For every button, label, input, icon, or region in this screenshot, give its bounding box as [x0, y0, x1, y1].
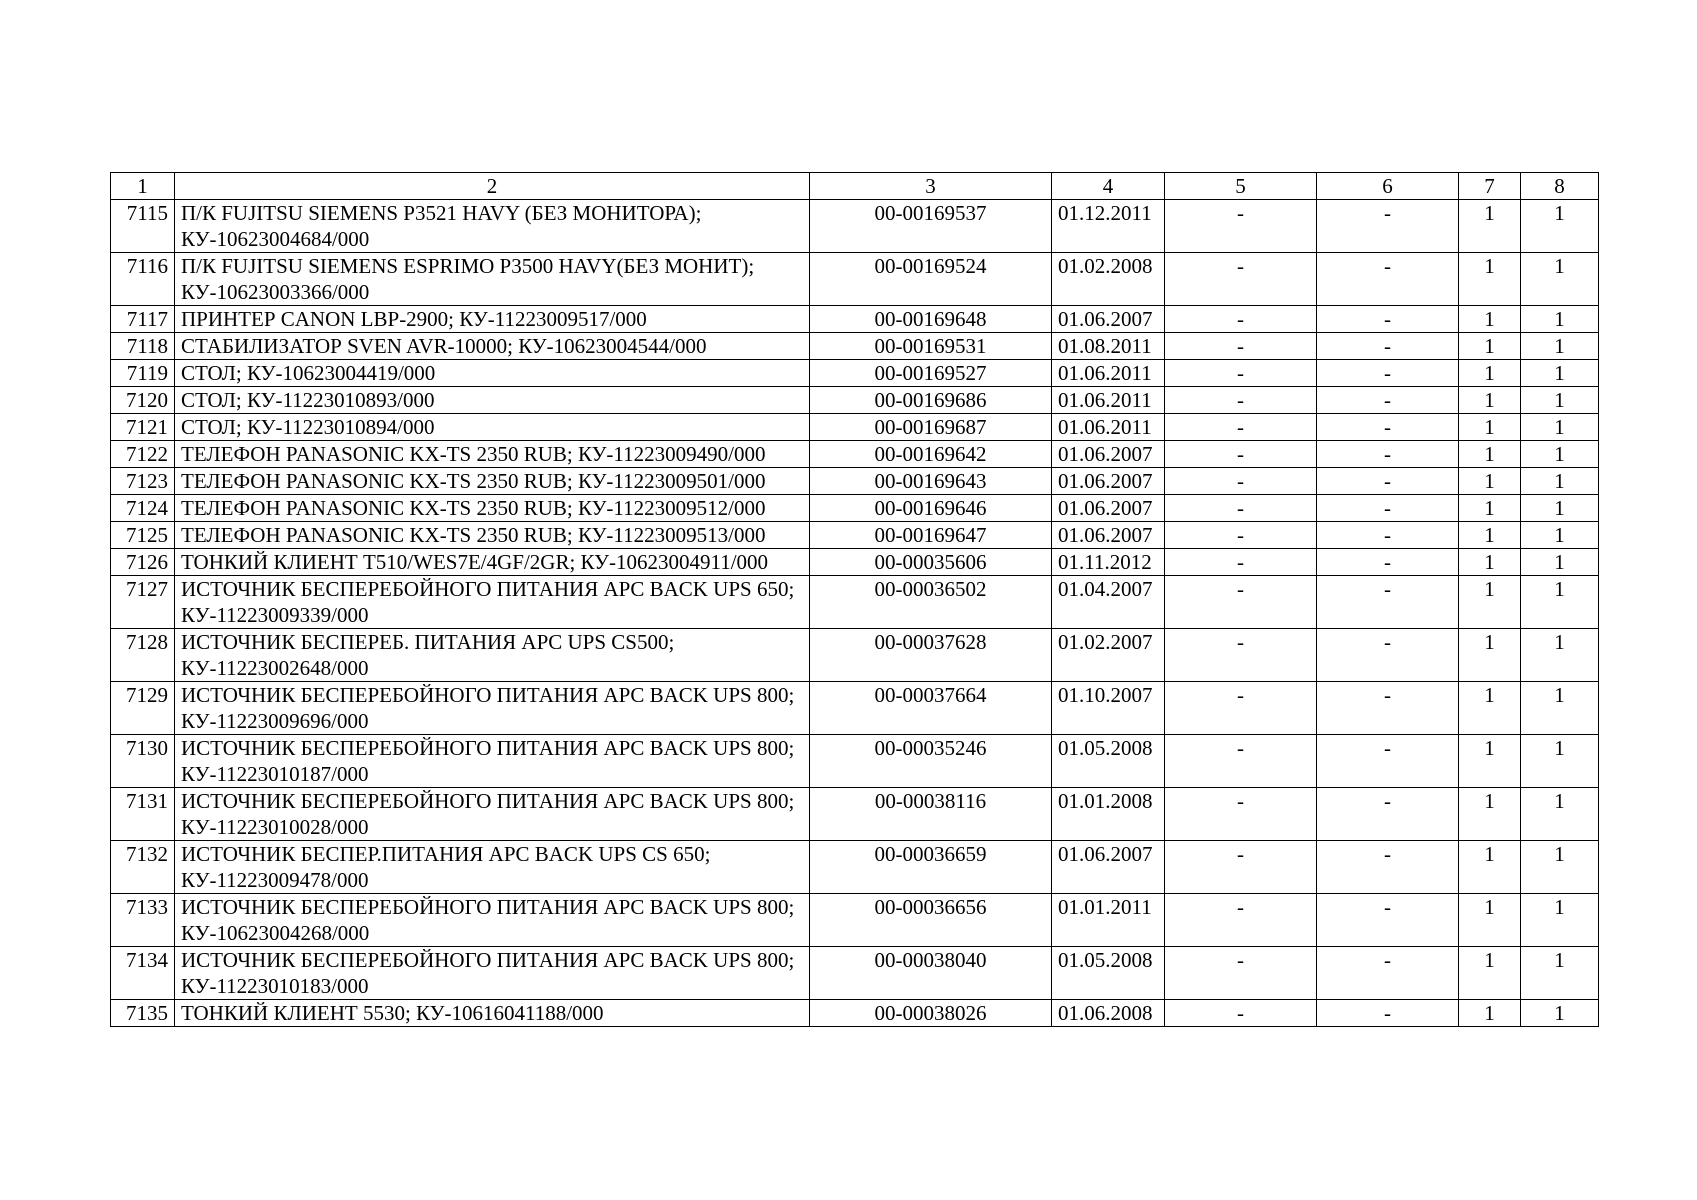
item-name: СТАБИЛИЗАТОР SVEN AVR-10000; КУ-10623004544/000	[175, 333, 810, 360]
inventory-code: 00-00169527	[810, 360, 1052, 387]
row-number: 7129	[111, 682, 175, 735]
row-number: 7135	[111, 1000, 175, 1027]
col-header-8: 8	[1521, 173, 1599, 200]
col-8-value: 1	[1521, 735, 1599, 788]
col-6-value: -	[1317, 306, 1459, 333]
date: 01.10.2007	[1052, 682, 1165, 735]
inventory-code: 00-00038040	[810, 947, 1052, 1000]
date: 01.06.2008	[1052, 1000, 1165, 1027]
col-header-6: 6	[1317, 173, 1459, 200]
item-name: ИСТОЧНИК БЕСПЕРЕБОЙНОГО ПИТАНИЯ APC BACK UPS 650; КУ-11223009339/000	[175, 576, 810, 629]
col-8-value: 1	[1521, 468, 1599, 495]
item-name: ИСТОЧНИК БЕСПЕРЕБ. ПИТАНИЯ APC UPS CS500; КУ-11223002648/000	[175, 629, 810, 682]
col-8-value: 1	[1521, 441, 1599, 468]
inventory-code: 00-00036659	[810, 841, 1052, 894]
table-row	[111, 629, 1599, 682]
row-number: 7121	[111, 414, 175, 441]
item-name: ИСТОЧНИК БЕСПЕРЕБОЙНОГО ПИТАНИЯ APC BACK UPS 800; КУ-11223010028/000	[175, 788, 810, 841]
inventory-code: 00-00035606	[810, 549, 1052, 576]
col-5-value: -	[1165, 200, 1317, 253]
item-name: ТЕЛЕФОН PANASONIC KX-TS 2350 RUB; КУ-11223009501/000	[175, 468, 810, 495]
col-8-value: 1	[1521, 414, 1599, 441]
col-5-value: -	[1165, 629, 1317, 682]
col-5-value: -	[1165, 414, 1317, 441]
col-7-value: 1	[1459, 414, 1521, 441]
date: 01.06.2007	[1052, 468, 1165, 495]
date: 01.05.2008	[1052, 947, 1165, 1000]
date: 01.06.2007	[1052, 306, 1165, 333]
date: 01.06.2011	[1052, 360, 1165, 387]
col-7-value: 1	[1459, 333, 1521, 360]
item-name: ИСТОЧНИК БЕСПЕР.ПИТАНИЯ APC BACK UPS CS 650; КУ-11223009478/000	[175, 841, 810, 894]
col-8-value: 1	[1521, 200, 1599, 253]
inventory-code: 00-00169537	[810, 200, 1052, 253]
row-number: 7117	[111, 306, 175, 333]
col-5-value: -	[1165, 387, 1317, 414]
col-8-value: 1	[1521, 333, 1599, 360]
col-header-3: 3	[810, 173, 1052, 200]
item-name: СТОЛ; КУ-11223010893/000	[175, 387, 810, 414]
inventory-table	[110, 172, 1599, 1027]
date: 01.04.2007	[1052, 576, 1165, 629]
table-row	[111, 522, 1599, 549]
col-8-value: 1	[1521, 1000, 1599, 1027]
col-8-value: 1	[1521, 522, 1599, 549]
row-number: 7134	[111, 947, 175, 1000]
table-row	[111, 682, 1599, 735]
inventory-code: 00-00037664	[810, 682, 1052, 735]
col-6-value: -	[1317, 360, 1459, 387]
item-name: ТОНКИЙ КЛИЕНТ T510/WES7E/4GF/2GR; КУ-10623004911/000	[175, 549, 810, 576]
col-6-value: -	[1317, 441, 1459, 468]
date: 01.01.2011	[1052, 894, 1165, 947]
col-7-value: 1	[1459, 495, 1521, 522]
col-6-value: -	[1317, 414, 1459, 441]
col-7-value: 1	[1459, 387, 1521, 414]
inventory-code: 00-00169642	[810, 441, 1052, 468]
row-number: 7118	[111, 333, 175, 360]
item-name: ИСТОЧНИК БЕСПЕРЕБОЙНОГО ПИТАНИЯ APC BACK UPS 800; КУ-11223009696/000	[175, 682, 810, 735]
col-7-value: 1	[1459, 1000, 1521, 1027]
table-row	[111, 495, 1599, 522]
table-row	[111, 735, 1599, 788]
inventory-code: 00-00036502	[810, 576, 1052, 629]
col-5-value: -	[1165, 682, 1317, 735]
inventory-code: 00-00169524	[810, 253, 1052, 306]
inventory-code: 00-00038116	[810, 788, 1052, 841]
col-6-value: -	[1317, 387, 1459, 414]
date: 01.01.2008	[1052, 788, 1165, 841]
inventory-code: 00-00169643	[810, 468, 1052, 495]
col-5-value: -	[1165, 576, 1317, 629]
table-row	[111, 576, 1599, 629]
col-8-value: 1	[1521, 576, 1599, 629]
date: 01.08.2011	[1052, 333, 1165, 360]
inventory-code: 00-00037628	[810, 629, 1052, 682]
col-7-value: 1	[1459, 549, 1521, 576]
col-5-value: -	[1165, 360, 1317, 387]
item-name: ИСТОЧНИК БЕСПЕРЕБОЙНОГО ПИТАНИЯ APC BACK UPS 800; КУ-10623004268/000	[175, 894, 810, 947]
col-5-value: -	[1165, 947, 1317, 1000]
item-name: ТЕЛЕФОН PANASONIC KX-TS 2350 RUB; КУ-11223009513/000	[175, 522, 810, 549]
item-name: СТОЛ; КУ-11223010894/000	[175, 414, 810, 441]
item-name: П/К FUJITSU SIEMENS P3521 HAVY (БЕЗ МОНИТОРА); КУ-10623004684/000	[175, 200, 810, 253]
col-7-value: 1	[1459, 360, 1521, 387]
item-name: ТОНКИЙ КЛИЕНТ 5530; КУ-10616041188/000	[175, 1000, 810, 1027]
col-5-value: -	[1165, 441, 1317, 468]
row-number: 7124	[111, 495, 175, 522]
row-number: 7130	[111, 735, 175, 788]
date: 01.06.2007	[1052, 522, 1165, 549]
item-name: ПРИНТЕР CANON LBP-2900; КУ-11223009517/000	[175, 306, 810, 333]
header-row	[111, 173, 1599, 200]
col-8-value: 1	[1521, 306, 1599, 333]
row-number: 7132	[111, 841, 175, 894]
inventory-code: 00-00169686	[810, 387, 1052, 414]
col-7-value: 1	[1459, 200, 1521, 253]
col-7-value: 1	[1459, 788, 1521, 841]
date: 01.05.2008	[1052, 735, 1165, 788]
col-5-value: -	[1165, 495, 1317, 522]
col-8-value: 1	[1521, 947, 1599, 1000]
col-5-value: -	[1165, 735, 1317, 788]
col-5-value: -	[1165, 253, 1317, 306]
item-name: СТОЛ; КУ-10623004419/000	[175, 360, 810, 387]
col-8-value: 1	[1521, 360, 1599, 387]
col-5-value: -	[1165, 1000, 1317, 1027]
col-7-value: 1	[1459, 576, 1521, 629]
item-name: ИСТОЧНИК БЕСПЕРЕБОЙНОГО ПИТАНИЯ APC BACK UPS 800; КУ-11223010187/000	[175, 735, 810, 788]
col-6-value: -	[1317, 735, 1459, 788]
col-5-value: -	[1165, 788, 1317, 841]
col-8-value: 1	[1521, 841, 1599, 894]
row-number: 7115	[111, 200, 175, 253]
col-8-value: 1	[1521, 549, 1599, 576]
col-8-value: 1	[1521, 495, 1599, 522]
col-5-value: -	[1165, 468, 1317, 495]
col-8-value: 1	[1521, 788, 1599, 841]
item-name: ТЕЛЕФОН PANASONIC KX-TS 2350 RUB; КУ-11223009490/000	[175, 441, 810, 468]
col-6-value: -	[1317, 253, 1459, 306]
date: 01.06.2007	[1052, 441, 1165, 468]
row-number: 7119	[111, 360, 175, 387]
date: 01.02.2008	[1052, 253, 1165, 306]
item-name: ИСТОЧНИК БЕСПЕРЕБОЙНОГО ПИТАНИЯ APC BACK UPS 800; КУ-11223010183/000	[175, 947, 810, 1000]
inventory-code: 00-00169646	[810, 495, 1052, 522]
table-row	[111, 414, 1599, 441]
row-number: 7126	[111, 549, 175, 576]
row-number: 7127	[111, 576, 175, 629]
row-number: 7122	[111, 441, 175, 468]
row-number: 7123	[111, 468, 175, 495]
table-body	[111, 200, 1599, 1027]
col-8-value: 1	[1521, 253, 1599, 306]
col-6-value: -	[1317, 629, 1459, 682]
table-row	[111, 387, 1599, 414]
date: 01.06.2011	[1052, 414, 1165, 441]
table-row	[111, 841, 1599, 894]
col-7-value: 1	[1459, 468, 1521, 495]
inventory-code: 00-00169687	[810, 414, 1052, 441]
col-6-value: -	[1317, 841, 1459, 894]
col-6-value: -	[1317, 333, 1459, 360]
col-7-value: 1	[1459, 441, 1521, 468]
table-row	[111, 333, 1599, 360]
table-row	[111, 200, 1599, 253]
col-header-7: 7	[1459, 173, 1521, 200]
table-row	[111, 468, 1599, 495]
date: 01.06.2007	[1052, 495, 1165, 522]
col-7-value: 1	[1459, 894, 1521, 947]
date: 01.02.2007	[1052, 629, 1165, 682]
table-row	[111, 306, 1599, 333]
table-row	[111, 253, 1599, 306]
row-number: 7120	[111, 387, 175, 414]
col-header-5: 5	[1165, 173, 1317, 200]
inventory-code: 00-00036656	[810, 894, 1052, 947]
col-5-value: -	[1165, 549, 1317, 576]
table-row	[111, 549, 1599, 576]
row-number: 7125	[111, 522, 175, 549]
col-8-value: 1	[1521, 387, 1599, 414]
date: 01.12.2011	[1052, 200, 1165, 253]
col-6-value: -	[1317, 549, 1459, 576]
table-row	[111, 1000, 1599, 1027]
table-row	[111, 947, 1599, 1000]
inventory-code: 00-00169647	[810, 522, 1052, 549]
table-row	[111, 788, 1599, 841]
col-6-value: -	[1317, 1000, 1459, 1027]
col-7-value: 1	[1459, 522, 1521, 549]
inventory-code: 00-00035246	[810, 735, 1052, 788]
item-name: П/К FUJITSU SIEMENS ESPRIMO P3500 HAVY(БЕЗ МОНИТ); КУ-10623003366/000	[175, 253, 810, 306]
date: 01.11.2012	[1052, 549, 1165, 576]
col-5-value: -	[1165, 841, 1317, 894]
col-7-value: 1	[1459, 629, 1521, 682]
col-7-value: 1	[1459, 947, 1521, 1000]
col-5-value: -	[1165, 894, 1317, 947]
col-6-value: -	[1317, 522, 1459, 549]
col-7-value: 1	[1459, 682, 1521, 735]
inventory-code: 00-00169531	[810, 333, 1052, 360]
row-number: 7128	[111, 629, 175, 682]
row-number: 7116	[111, 253, 175, 306]
col-5-value: -	[1165, 333, 1317, 360]
col-7-value: 1	[1459, 253, 1521, 306]
col-5-value: -	[1165, 522, 1317, 549]
col-6-value: -	[1317, 576, 1459, 629]
col-8-value: 1	[1521, 894, 1599, 947]
col-5-value: -	[1165, 306, 1317, 333]
table-row	[111, 360, 1599, 387]
item-name: ТЕЛЕФОН PANASONIC KX-TS 2350 RUB; КУ-11223009512/000	[175, 495, 810, 522]
col-header-4: 4	[1052, 173, 1165, 200]
inventory-code: 00-00169648	[810, 306, 1052, 333]
col-6-value: -	[1317, 495, 1459, 522]
date: 01.06.2007	[1052, 841, 1165, 894]
col-8-value: 1	[1521, 682, 1599, 735]
date: 01.06.2011	[1052, 387, 1165, 414]
col-7-value: 1	[1459, 735, 1521, 788]
col-7-value: 1	[1459, 306, 1521, 333]
col-6-value: -	[1317, 468, 1459, 495]
inventory-code: 00-00038026	[810, 1000, 1052, 1027]
col-6-value: -	[1317, 894, 1459, 947]
table-row	[111, 894, 1599, 947]
col-header-1: 1	[111, 173, 175, 200]
col-7-value: 1	[1459, 841, 1521, 894]
col-6-value: -	[1317, 788, 1459, 841]
col-8-value: 1	[1521, 629, 1599, 682]
row-number: 7133	[111, 894, 175, 947]
col-6-value: -	[1317, 200, 1459, 253]
row-number: 7131	[111, 788, 175, 841]
col-6-value: -	[1317, 682, 1459, 735]
table-row	[111, 441, 1599, 468]
col-header-2: 2	[175, 173, 810, 200]
col-6-value: -	[1317, 947, 1459, 1000]
